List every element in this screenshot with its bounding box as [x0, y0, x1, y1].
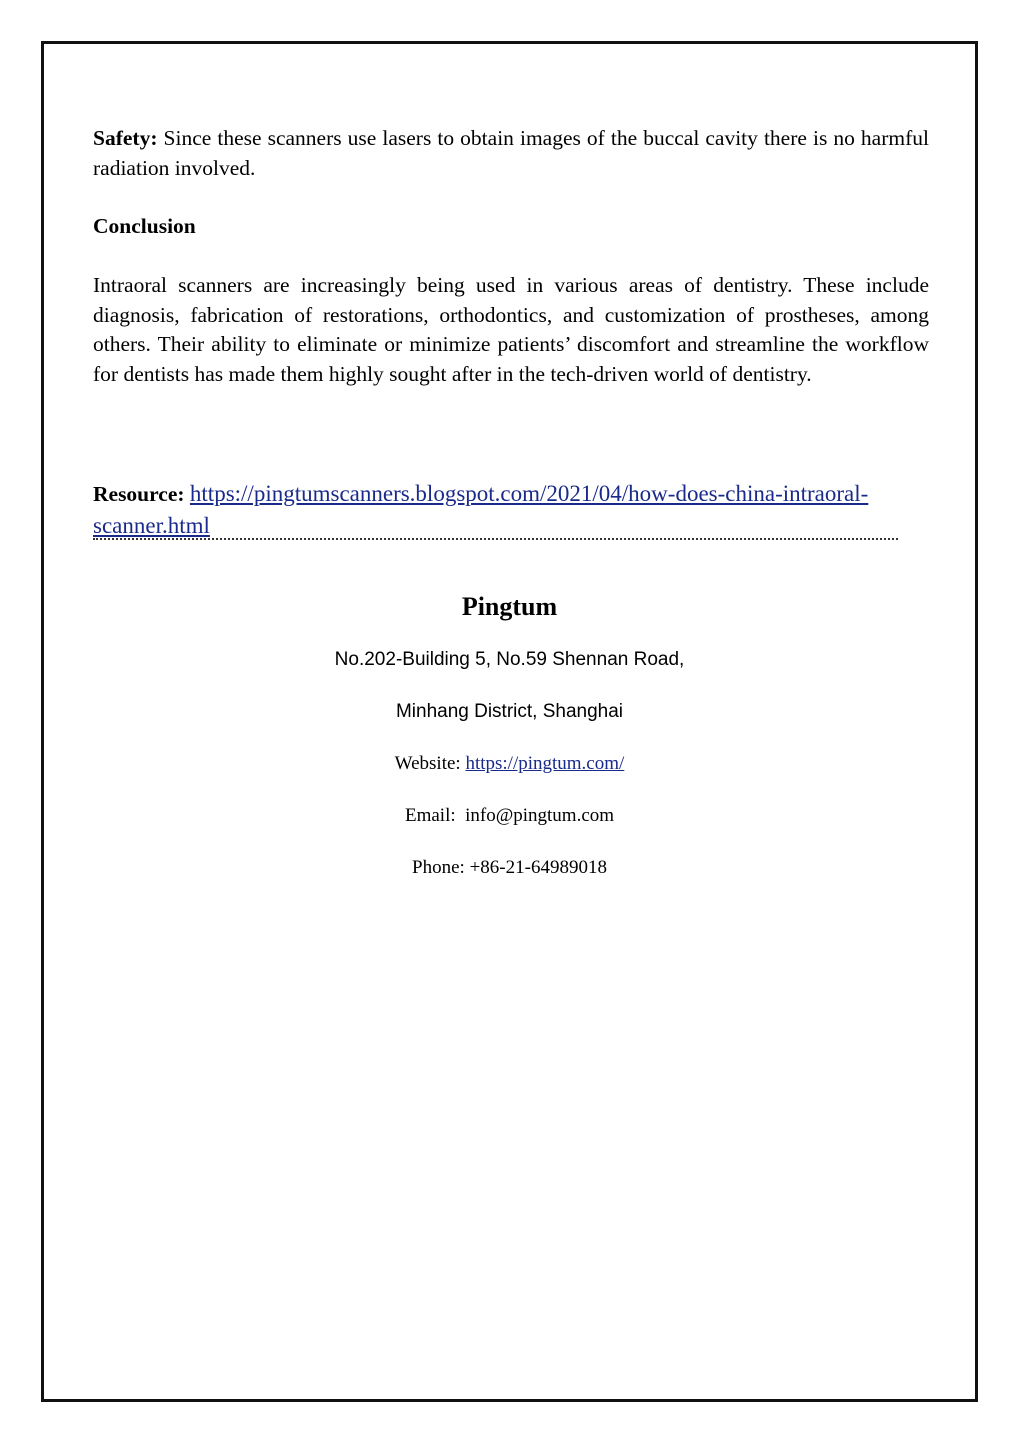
company-name: Pingtum — [461, 592, 558, 621]
email-label: Email: — [404, 805, 456, 826]
email-line — [41, 805, 978, 827]
safety-label: Safety: — [93, 126, 158, 150]
address-line-2: Minhang District, Shanghai — [395, 701, 624, 722]
website-line — [41, 753, 978, 775]
phone-line — [41, 857, 978, 879]
website-link[interactable]: https://pingtum.com/ — [465, 753, 625, 774]
safety-text: Since these scanners use lasers to obtain images of the buccal cavity there is no harmful radiation involved. — [93, 126, 929, 180]
resource-link[interactable]: https://pingtumscanners.blogspot.com/2021/04/how-does-china-intraoral-scanner.html — [93, 481, 869, 538]
phone-number: +86-21-64989018 — [469, 857, 607, 878]
conclusion-heading: Conclusion — [93, 214, 196, 238]
resource-label: Resource: — [93, 482, 185, 506]
website-label: Website: — [394, 753, 461, 774]
safety-paragraph — [93, 124, 929, 183]
resource-paragraph — [93, 478, 929, 542]
email-address: info@pingtum.com — [465, 805, 615, 826]
phone-label: Phone: — [412, 857, 465, 878]
address-line-1: No.202-Building 5, No.59 Shennan Road, — [334, 649, 685, 670]
dotted-separator — [93, 538, 898, 540]
conclusion-body: Intraoral scanners are increasingly being used in various areas of dentistry. These include diagnosis, fabrication of restorations, orthodontics, and customization of prostheses, among others. Their ability to eliminate or minimize patients’ discomfort and streamline the workflow for dentists has made them highly sought after in the tech-driven world of dentistry. — [93, 273, 929, 386]
